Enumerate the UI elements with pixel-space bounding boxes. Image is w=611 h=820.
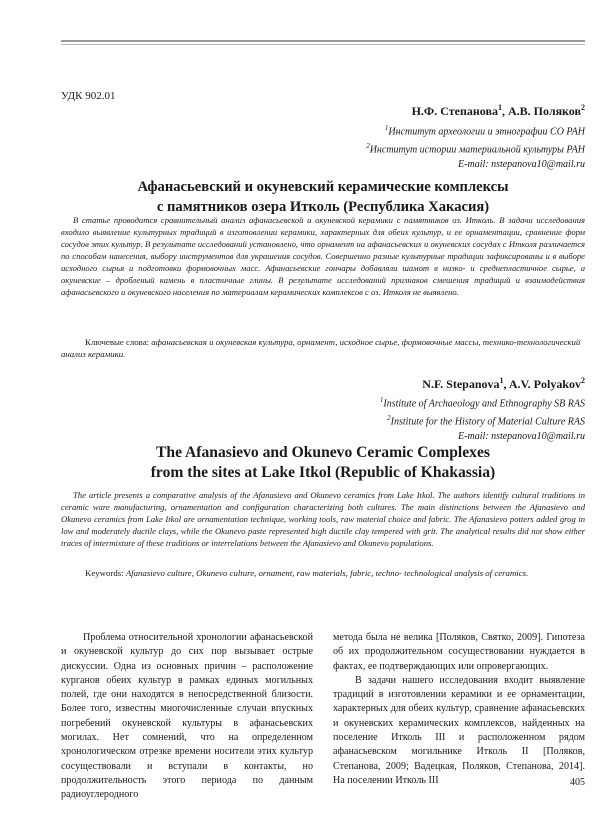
en-abstract: The article presents a comparative analysis of the Afanasievo and Okunevo ceramics from Lake Itkol. The authors identify cultural traditions in ceramic ware manufacturing, ornamentation and configuration characterizing both cultures. The main distinctions between the Afanasievo and Okunevo ceramics from Lake Itkol are ornamentation technique, working tools, raw material choice and fabric. The Afanasievo potters added grog in low and moderately ductile clays, while the Okunevo paste represented high ductile clay tempered with grit. The analytical results did not show either traces of intermixture of these traditions or interrelations between the Afanasievo and Okunevo populations. [61, 490, 585, 548]
udk-code: УДК 902.01 [61, 90, 116, 102]
author-sup: 2 [581, 103, 585, 112]
affiliation: $^1$Институт археологии и этнографии СО РАН [384, 124, 585, 138]
body-paragraph: Проблема относительной хронологии афанасьевской и окуневской культур до сих пор вызывает острые дискуссии. Одна из основных причин – расположение курганов обеих культур в рамках единых могильных полей, где они находятся в непосредственной близости. Более того, известны многочисленные случаи впускных погребений окуневской культуры в афанасьевских могилах. Нет сомнений, что на определенном хронологическом отрезке времени носители этих культур сосуществовали и вступали в контакты, но продолжительность этого периода по данным радиоуглеродного [61, 632, 313, 801]
page-number: 405 [570, 777, 585, 788]
body-right-column [333, 631, 585, 788]
keywords-label: Keywords: [85, 568, 124, 578]
en-affiliations [380, 393, 585, 444]
ru-keywords [61, 336, 585, 360]
keywords-text: афанасьевская и окуневская культура, орнамент, исходное сырье, формовочные массы, технико-технологический анализ керамики. [61, 337, 581, 359]
header-rule-thin [61, 44, 585, 45]
keywords-label: Ключевые слова: [85, 337, 150, 347]
ru-abstract: В статье проводится сравнительный анализ афанасьевской и окуневской керамики с памятников оз. Итколь. В задачи исследования входило выявление культурных традиций в изготовлении керамики, характерных для обеих культур, и ее орнаментации, сравнение форм сосудов этих культур. В результате исследований установлено, что орнамент на афанасьевских и окуневских сосудах с Итколя различается по способам нанесения, выбору инструментов для украшения сосудов. Совершенно разные культурные традиции зафиксированы и в выборе исходного сырья и подготовки формовочных масс. Афанасьевские гончары добавляли шамот в низко- и среднепластичное сырье, а окуневские – дробленый камень в пластичные глины. В результате исследований признаков смешения традиций и взаимодействия афанасьевского и окуневского населения по материалам керамических комплексов с оз. Итколя не выявлено. [61, 215, 585, 297]
author-sup: 1 [499, 376, 504, 385]
ru-title-line: с памятников озера Итколь (Республика Хакасия) [156, 199, 490, 215]
author-name: А.В. Поляков [507, 104, 581, 118]
author-name: Н.Ф. Степанова [411, 104, 498, 118]
affiliation: $^2$Институт истории материальной культуры РАН [366, 142, 585, 156]
body-paragraph: В задачи нашего исследования входит выявление традиций в изготовлении керамики и ее орнаментации, характерных для обеих культур, сравнение афанасьевских и окуневских керамических комплексов, найденных на поселение Итколь III и расположенном рядом афанасьевском могильнике Итколь II [Поляков, Степанова, 2009; Вадецкая, Поляков, Степанова, 2014]. На поселении Итколь III [333, 674, 585, 786]
author-name: N.F. Stepanova [422, 377, 500, 391]
affiliation: $^1$Institute of Archaeology and Ethnography SB RAS [379, 396, 585, 410]
author-sup: 2 [581, 376, 585, 385]
author-name: A.V. Polyakov [508, 377, 581, 391]
keywords-text: Afanasievo culture, Okunevo culture, ornament, raw materials, fabric, techno- technological analysis of ceramics. [125, 568, 529, 578]
en-title-line: from the sites at Lake Itkol (Republic of Khakassia) [150, 464, 496, 481]
ru-authors: Н.Ф. Степанова$^1$, А.В. Поляков$^2$ [411, 103, 585, 118]
ru-title [61, 177, 585, 217]
en-title [61, 443, 585, 483]
ru-title-line: Афанасьевский и окуневский керамические комплексы [137, 179, 509, 195]
author-email: E-mail: nstepanova10@mail.ru [458, 158, 585, 170]
ru-affiliations [366, 121, 585, 172]
en-title-line: The Afanasievo and Okunevo Ceramic Complexes [156, 444, 490, 461]
en-keywords [61, 567, 585, 579]
body-paragraph: метода была не велика [Поляков, Святко, 2009]. Гипотеза об их продолжительном сосуществовании нуждается в фактах, ее подтверждающих или опровергающих. [333, 632, 585, 672]
affiliation: $^2$Institute for the History of Material Culture RAS [387, 414, 585, 428]
author-email: E-mail: nstepanova10@mail.ru [458, 430, 585, 442]
body-left-column [61, 631, 313, 803]
author-sup: 1 [497, 103, 502, 112]
header-rule [61, 40, 585, 42]
en-authors: N.F. Stepanova$^1$, A.V. Polyakov$^2$ [422, 376, 585, 391]
